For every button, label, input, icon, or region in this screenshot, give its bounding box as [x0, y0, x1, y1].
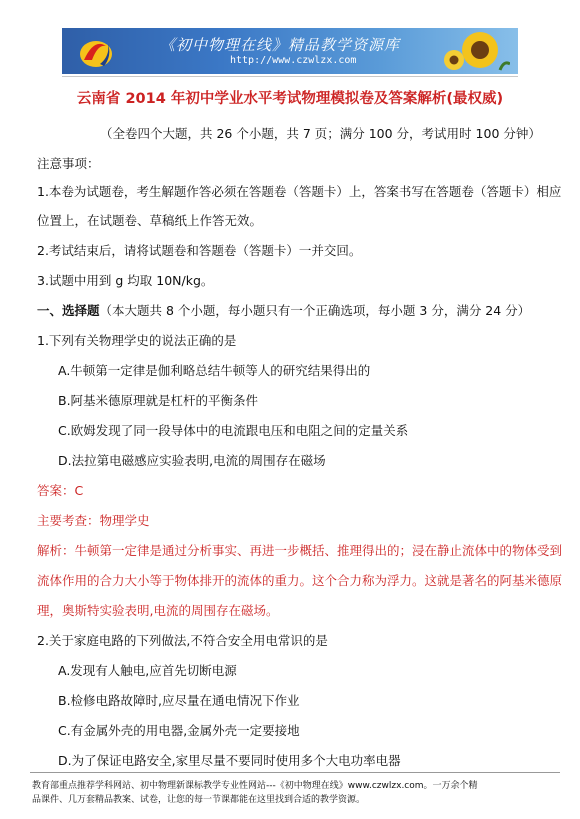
header-divider [62, 76, 518, 77]
section-heading [37, 301, 530, 319]
question-stem: 1.下列有关物理学史的说法正确的是 [37, 333, 237, 348]
notice-item: 2.考试结束后，请将试题卷和答题卷（答题卡）一并交回。 [37, 243, 362, 258]
sunflower-icon [440, 30, 510, 74]
question-stem: 2.关于家庭电路的下列做法,不符合安全用电常识的是 [37, 633, 328, 648]
option-b: B.检修电路故障时,应尽量在通电情况下作业 [58, 693, 300, 708]
answer: 答案：C [37, 483, 84, 498]
notice-item: 位置上，在试题卷、草稿纸上作答无效。 [37, 213, 263, 228]
option-c: C.欧姆发现了同一段导体中的电流跟电压和电阻之间的定量关系 [58, 423, 409, 438]
notice-item: 3.试题中用到 g 均取 10N/kg。 [37, 273, 214, 288]
site-logo [76, 34, 116, 70]
topic: 主要考查：物理学史 [37, 513, 150, 528]
page-title: 云南省 2014 年初中学业水平考试物理模拟卷及答案解析(最权威) [76, 91, 504, 107]
section-desc: （本大题共 8 个小题，每小题只有一个正确选项，每小题 3 分，满分 24 分） [99, 303, 531, 318]
option-a: A.发现有人触电,应首先切断电源 [58, 663, 237, 678]
option-a: A.牛顿第一定律是伽利略总结牛顿等人的研究结果得出的 [58, 363, 371, 378]
option-c: C.有金属外壳的用电器,金属外壳一定要接地 [58, 723, 300, 738]
footer-line: 教育部重点推荐学科网站、初中物理新课标教学专业性网站---《初中物理在线》www.czwlzx.com。一万余个精 [32, 781, 478, 791]
header-banner [62, 28, 518, 74]
footer-divider [30, 772, 560, 773]
footer-line: 品课件、几万套精品教案、试卷，让您的每一节课都能在这里找到合适的教学资源。 [32, 795, 366, 805]
banner-url[interactable]: http://www.czwlzx.com [230, 55, 357, 66]
option-b: B.阿基米德原理就是杠杆的平衡条件 [58, 393, 259, 408]
notice-item: 1.本卷为试题卷，考生解题作答必须在答题卷（答题卡）上，答案书写在答题卷（答题卡）相应 [37, 184, 562, 199]
analysis-line: 理，奥斯特实验表明,电流的周围存在磁场。 [37, 603, 279, 618]
banner-title: 《初中物理在线》精品教学资源库 [160, 36, 401, 54]
analysis-line: 解析：牛顿第一定律是通过分析事实、再进一步概括、推理得出的；浸在静止流体中的物体受到 [37, 543, 563, 558]
option-d: D.法拉第电磁感应实验表明,电流的周围存在磁场 [58, 453, 326, 468]
section-label: 一、选择题 [37, 303, 100, 318]
exam-info: （全卷四个大题，共 26 个小题，共 7 页；满分 100 分，考试用时 100 分钟） [100, 126, 541, 141]
option-d: D.为了保证电路安全,家里尽量不要同时使用多个大电功率电器 [58, 753, 401, 768]
notice-heading: 注意事项： [37, 156, 100, 171]
analysis-line: 流体作用的合力大小等于物体排开的流体的重力。这个合力称为浮力。这就是著名的阿基米德原 [37, 573, 563, 588]
